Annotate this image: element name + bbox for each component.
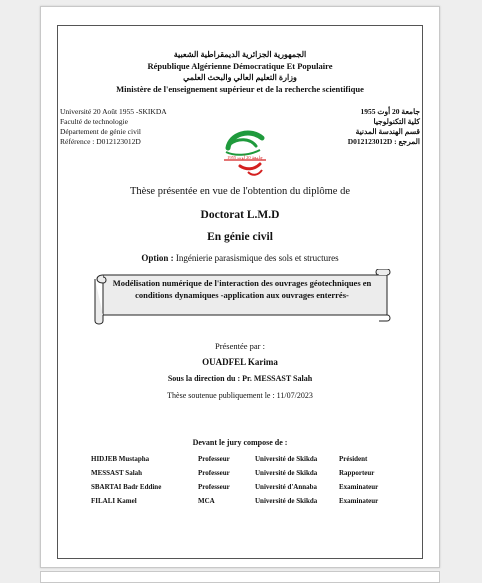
thesis-field: En génie civil	[207, 231, 273, 243]
right-reference: المرجع : D012123012D	[347, 137, 420, 146]
presented-by: Présentée par :	[214, 341, 266, 351]
right-department: قسم الهندسة المدنية	[355, 127, 420, 136]
jury-name: HIDJEB Mustapha	[91, 455, 150, 463]
jury-grade: Professeur	[198, 455, 230, 463]
thesis-presented-line: Thèse présentée en vue de l'obtention du diplôme de	[130, 186, 350, 197]
header-arabic-ministry: وزارة التعليم العالي والبحث العلمي	[183, 73, 297, 82]
next-page-edge	[40, 571, 440, 583]
jury-institution: Université de Skikda	[255, 455, 318, 463]
title-scroll-banner	[89, 269, 391, 327]
jury-grade: MCA	[198, 497, 215, 505]
defense-date: Thèse soutenue publiquement le : 11/07/2023	[167, 391, 313, 400]
right-university: جامعة 20 أوت 1955	[360, 107, 420, 116]
jury-role: Rapporteur	[339, 469, 375, 477]
author-name: OUADFEL Karima	[202, 357, 278, 367]
jury-grade: Professeur	[198, 483, 230, 491]
jury-institution: Université de Skikda	[255, 497, 318, 505]
supervisor-line: Sous la direction du : Pr. MESSAST Salah	[167, 374, 313, 383]
header-arabic-republic: الجمهورية الجزائرية الديمقراطية الشعبية	[173, 50, 307, 59]
thesis-title: Modélisation numérique de l'interaction des ouvrages géotechniques en conditions dynamiques -application aux ouvrages enterrés-	[112, 278, 372, 300]
thesis-option	[58, 253, 422, 263]
jury-heading: Devant le jury compose de :	[192, 438, 288, 447]
thesis-degree: Doctorat L.M.D	[200, 209, 280, 221]
logo-text: جامعة 20 أوت 1955	[227, 155, 263, 160]
jury-name: SBARTAI Badr Eddine	[91, 483, 162, 491]
left-faculty: Faculté de technologie	[60, 117, 128, 126]
jury-role: Examinateur	[339, 497, 379, 505]
jury-institution: Université d'Annaba	[255, 483, 318, 491]
jury-grade: Professeur	[198, 469, 230, 477]
university-logo-icon	[220, 126, 270, 180]
jury-institution: Université de Skikda	[255, 469, 318, 477]
option-label: Option :	[141, 253, 174, 263]
option-value: Ingénierie parasismique des sols et structures	[175, 253, 339, 263]
right-faculty: كلية التكنولوجيا	[373, 117, 420, 126]
left-reference: Référence : D012123012D	[60, 137, 141, 146]
jury-name: FILALI Kamel	[91, 497, 137, 505]
jury-role: Examinateur	[339, 483, 379, 491]
left-department: Département de génie civil	[60, 127, 142, 136]
header-french-ministry: Ministère de l'enseignement supérieur et de la recherche scientifique	[116, 84, 364, 94]
document-page	[40, 6, 440, 568]
university-logo	[220, 126, 270, 180]
jury-role: Président	[339, 455, 368, 463]
left-university: Université 20 Août 1955 -SKIKDA	[60, 107, 167, 116]
jury-name: MESSAST Salah	[91, 469, 143, 477]
header-french-republic: République Algérienne Démocratique Et Populaire	[147, 61, 333, 71]
